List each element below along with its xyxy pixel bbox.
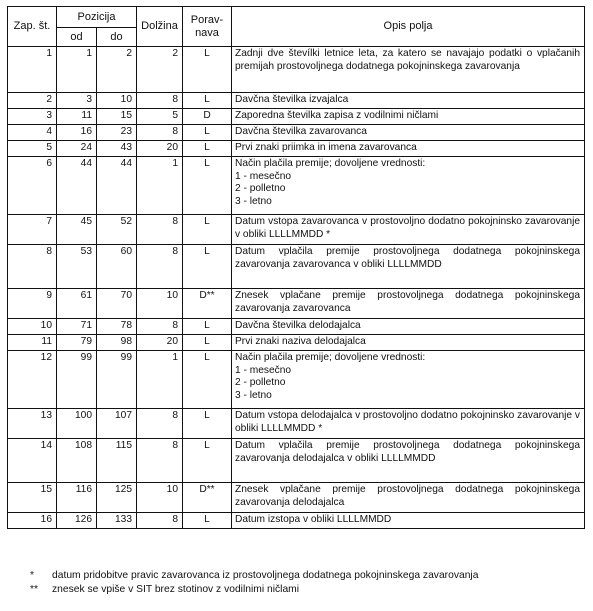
cell-poravnava: L: [183, 157, 232, 215]
table-row: [8, 109, 585, 125]
cell-dolzina: 8: [137, 93, 183, 109]
header-opis: Opis polja: [232, 7, 585, 47]
cell-opis: [232, 319, 585, 335]
cell-opis: [232, 109, 585, 125]
field-specification-table: [7, 6, 585, 529]
cell-dolzina: 20: [137, 141, 183, 157]
cell-opis: [232, 483, 585, 513]
table-row: [8, 351, 585, 409]
opis-text: Datum vplačila premije prostovoljnega dodatnega pokojninskega zavarovanja zavarovanca v obliki LLLLMMDD: [235, 246, 580, 270]
cell-od: 11: [57, 109, 97, 125]
opis-option: 2 - polletno: [235, 183, 286, 195]
cell-od: 61: [57, 289, 97, 319]
table-row: [8, 47, 585, 93]
cell-od: 126: [57, 513, 97, 529]
opis-text: Datum vstopa zavarovanca v prostovoljno dodatno pokojninsko zavarovanje v obliki LLLLMMDD *: [235, 216, 580, 240]
opis-option: 1 - mesečno: [235, 364, 292, 376]
cell-poravnava: L: [183, 513, 232, 529]
table-row: [8, 335, 585, 351]
cell-od: 79: [57, 335, 97, 351]
cell-opis: [232, 335, 585, 351]
cell-opis: [232, 215, 585, 245]
cell-zap: 7: [8, 215, 57, 245]
cell-do: 60: [97, 245, 137, 289]
cell-dolzina: 8: [137, 245, 183, 289]
cell-poravnava: L: [183, 47, 232, 93]
cell-zap: 6: [8, 157, 57, 215]
cell-do: 78: [97, 319, 137, 335]
table-row: [8, 483, 585, 513]
opis-text: Prvi znaki naziva delodajalca: [235, 336, 366, 347]
table-row: [8, 93, 585, 109]
cell-dolzina: 8: [137, 215, 183, 245]
cell-dolzina: 1: [137, 351, 183, 409]
cell-dolzina: 1: [137, 157, 183, 215]
cell-dolzina: 8: [137, 513, 183, 529]
cell-opis: [232, 245, 585, 289]
cell-do: 98: [97, 335, 137, 351]
cell-do: 2: [97, 47, 137, 93]
cell-opis: [232, 289, 585, 319]
cell-dolzina: 10: [137, 289, 183, 319]
cell-poravnava: L: [183, 335, 232, 351]
cell-dolzina: 8: [137, 125, 183, 141]
header-do: do: [97, 28, 137, 47]
cell-od: 71: [57, 319, 97, 335]
cell-zap: 2: [8, 93, 57, 109]
cell-zap: 4: [8, 125, 57, 141]
opis-text: Zadnji dve števílki letnice leta, za katero se navajajo podatki o vplačanih premijah prostovoljnega dodatnega pokojninskega zavarovanja: [235, 48, 580, 72]
header-poravnava-line2: nava: [195, 26, 219, 39]
cell-zap: 15: [8, 483, 57, 513]
cell-do: 52: [97, 215, 137, 245]
cell-poravnava: L: [183, 125, 232, 141]
table-row: [8, 289, 585, 319]
table-body: [8, 47, 585, 529]
cell-od: 53: [57, 245, 97, 289]
cell-do: 15: [97, 109, 137, 125]
header-poravnava: [183, 7, 232, 47]
cell-od: 99: [57, 351, 97, 409]
cell-dolzina: 8: [137, 439, 183, 483]
cell-zap: 8: [8, 245, 57, 289]
opis-text: Davčna številka izvajalca: [235, 94, 349, 105]
cell-poravnava: D**: [183, 289, 232, 319]
cell-opis: [232, 351, 585, 409]
opis-option: 1 - mesečno: [235, 170, 292, 182]
table-row: [8, 513, 585, 529]
cell-zap: 10: [8, 319, 57, 335]
cell-opis: [232, 157, 585, 215]
cell-zap: 3: [8, 109, 57, 125]
table-row: [8, 141, 585, 157]
cell-poravnava: L: [183, 141, 232, 157]
cell-poravnava: L: [183, 409, 232, 439]
cell-dolzina: 10: [137, 483, 183, 513]
cell-do: 125: [97, 483, 137, 513]
cell-do: 23: [97, 125, 137, 141]
cell-dolzina: 5: [137, 109, 183, 125]
cell-poravnava: L: [183, 351, 232, 409]
cell-do: 99: [97, 351, 137, 409]
cell-dolzina: 8: [137, 319, 183, 335]
table-row: [8, 319, 585, 335]
cell-do: 44: [97, 157, 137, 215]
cell-poravnava: L: [183, 319, 232, 335]
cell-od: 3: [57, 93, 97, 109]
cell-do: 10: [97, 93, 137, 109]
header-zap: Zap. št.: [8, 7, 57, 47]
opis-text: Prvi znaki priimka in imena zavarovanca: [235, 142, 417, 153]
cell-opis: [232, 125, 585, 141]
footnote: [30, 583, 478, 597]
cell-zap: 5: [8, 141, 57, 157]
cell-poravnava: D: [183, 109, 232, 125]
cell-opis: [232, 47, 585, 93]
cell-zap: 13: [8, 409, 57, 439]
opis-text: Znesek vplačane premije prostovoljnega dodatnega pokojninskega zavarovanja zavarovanca: [235, 290, 580, 314]
cell-od: 108: [57, 439, 97, 483]
cell-dolzina: 20: [137, 335, 183, 351]
opis-text: Davčna številka zavarovanca: [235, 126, 367, 137]
footnote: [30, 569, 478, 583]
opis-option: 3 - letno: [235, 389, 272, 401]
cell-do: 70: [97, 289, 137, 319]
cell-poravnava: L: [183, 215, 232, 245]
cell-do: 43: [97, 141, 137, 157]
cell-od: 116: [57, 483, 97, 513]
footnote-mark: **: [30, 584, 39, 595]
cell-do: 107: [97, 409, 137, 439]
table-row: [8, 409, 585, 439]
cell-dolzina: 2: [137, 47, 183, 93]
cell-opis: [232, 409, 585, 439]
header-od: od: [57, 28, 97, 47]
opis-text: Zaporedna številka zapisa z vodilnimi ničlami: [235, 110, 439, 121]
opis-text: Način plačila premije; dovoljene vrednosti:: [235, 352, 426, 363]
table-row: [8, 215, 585, 245]
table-row: [8, 439, 585, 483]
opis-text: Davčna številka delodajalca: [235, 320, 361, 331]
cell-opis: [232, 439, 585, 483]
cell-do: 115: [97, 439, 137, 483]
cell-zap: 11: [8, 335, 57, 351]
header-poravnava-line1: Porav-: [190, 13, 224, 26]
cell-od: 16: [57, 125, 97, 141]
cell-dolzina: 8: [137, 409, 183, 439]
cell-poravnava: L: [183, 439, 232, 483]
header-dolzina: Dolžina: [137, 7, 183, 47]
cell-od: 24: [57, 141, 97, 157]
header-pozicija: Pozicija: [57, 7, 137, 28]
cell-do: 133: [97, 513, 137, 529]
opis-option: 2 - polletno: [235, 377, 286, 389]
footnote-text: znesek se vpiše v SIT brez stotinov z vodilnimi ničlami: [52, 584, 300, 595]
opis-text: Datum izstopa v obliki LLLLMMDD: [235, 514, 392, 525]
footnotes: [30, 569, 478, 597]
cell-opis: [232, 513, 585, 529]
opis-text: Datum vstopa delodajalca v prostovoljno dodatno pokojninsko zavarovanje v obliki LLLLMMDD *: [235, 410, 580, 434]
cell-od: 45: [57, 215, 97, 245]
opis-text: Znesek vplačane premije prostovoljnega dodatnega pokojninskega zavarovanja delodajalca: [235, 484, 580, 508]
opis-text: Način plačila premije; dovoljene vrednosti:: [235, 158, 426, 169]
cell-poravnava: D**: [183, 483, 232, 513]
opis-text: Datum vplačila premije prostovoljnega dodatnega pokojninskega zavarovanja delodajalca v obliki LLLLMMDD: [235, 440, 580, 464]
cell-poravnava: L: [183, 93, 232, 109]
cell-zap: 14: [8, 439, 57, 483]
footnote-text: datum pridobitve pravic zavarovanca iz prostovoljnega dodatnega pokojninskega zavarovanja: [52, 570, 479, 581]
cell-zap: 16: [8, 513, 57, 529]
opis-option: 3 - letno: [235, 195, 272, 207]
cell-zap: 12: [8, 351, 57, 409]
cell-od: 100: [57, 409, 97, 439]
cell-opis: [232, 141, 585, 157]
cell-zap: 9: [8, 289, 57, 319]
cell-poravnava: L: [183, 245, 232, 289]
table-row: [8, 157, 585, 215]
cell-opis: [232, 93, 585, 109]
table-row: [8, 125, 585, 141]
table-row: [8, 245, 585, 289]
cell-od: 1: [57, 47, 97, 93]
cell-zap: 1: [8, 47, 57, 93]
cell-od: 44: [57, 157, 97, 215]
footnote-mark: *: [30, 570, 35, 581]
field-specification-table-container: [7, 6, 584, 529]
